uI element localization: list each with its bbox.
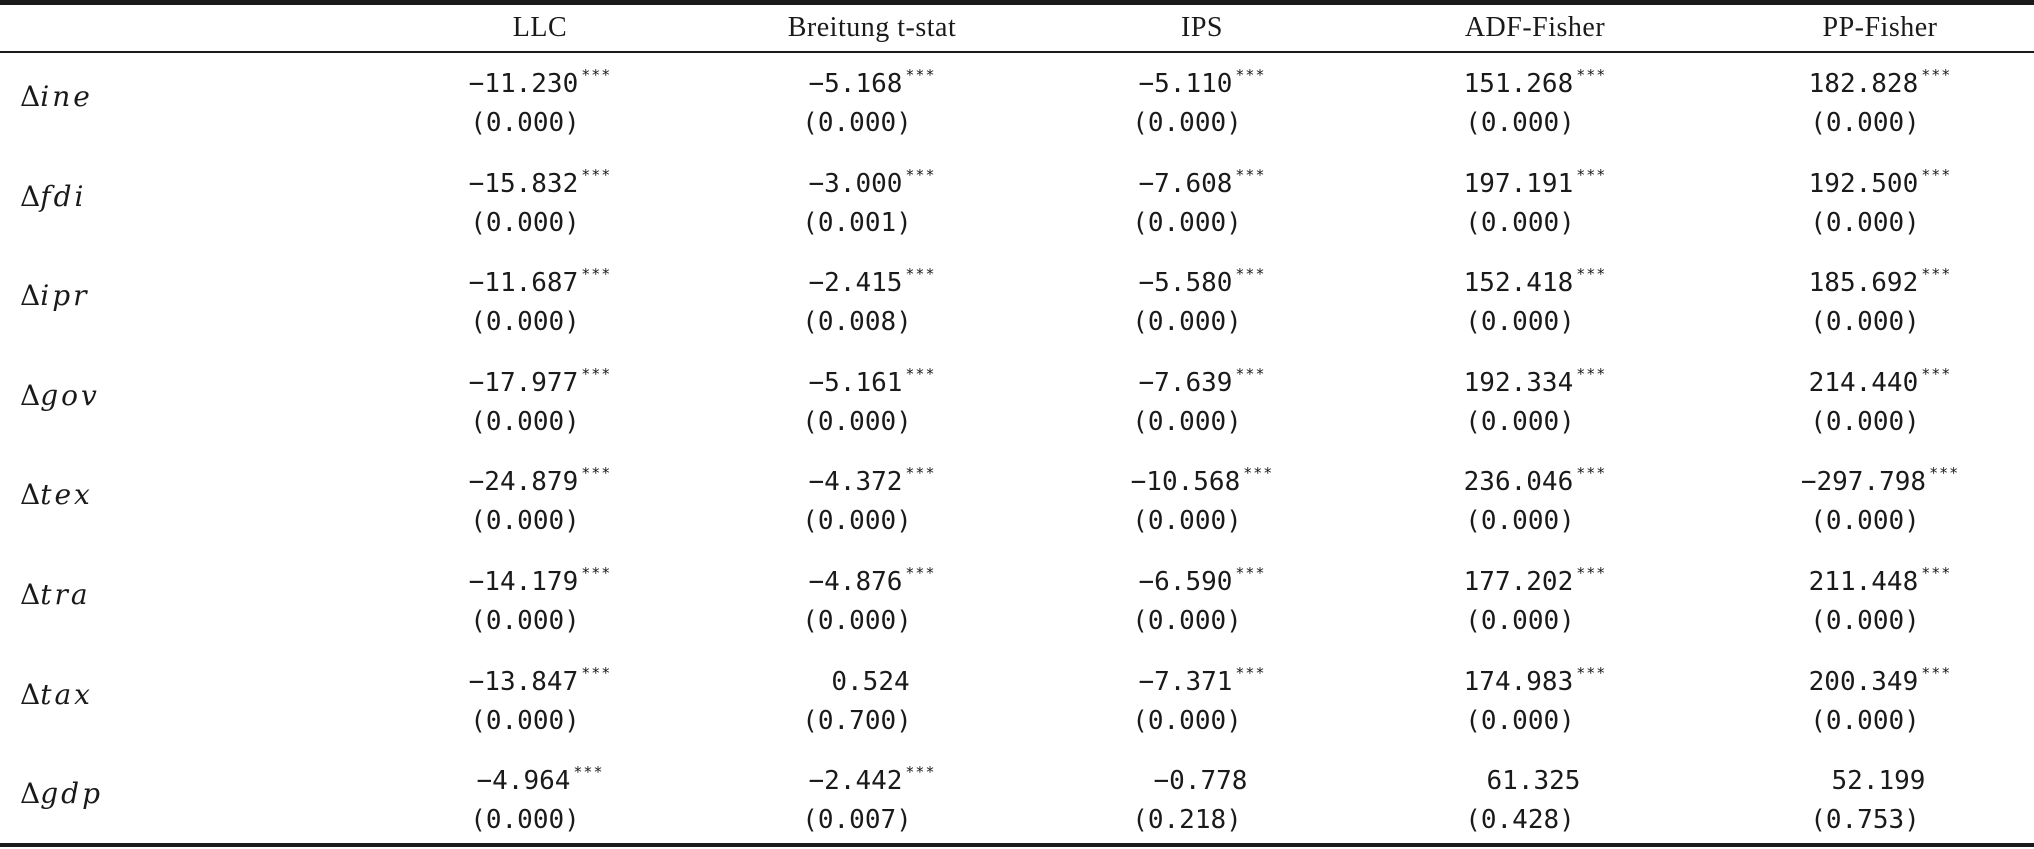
significance-stars: *** <box>905 464 936 483</box>
row-variable-label <box>20 475 320 515</box>
stat-value: −2.442 <box>808 766 903 797</box>
column-header-3: ADF-Fisher <box>1464 12 1606 43</box>
stat-value: 185.692 <box>1808 268 1919 299</box>
stat-value: 152.418 <box>1463 268 1574 299</box>
p-value-cell: (0.000) <box>1465 307 1575 338</box>
p-value-cell: (0.000) <box>1810 606 1920 636</box>
p-value-cell: (0.000) <box>470 406 580 437</box>
p-value-cell: (0.000) <box>1810 207 1920 238</box>
p-value-cell: (0.000) <box>1132 606 1242 636</box>
stat-value: 177.202 <box>1463 567 1574 597</box>
variable-name: tra <box>40 578 91 611</box>
stat-value: 200.349 <box>1808 666 1919 697</box>
stat-cell <box>1730 653 2030 697</box>
stat-cell <box>1052 553 1352 597</box>
stat-value: 52.199 <box>1831 766 1926 797</box>
stat-cell <box>1385 254 1685 299</box>
significance-stars: *** <box>905 564 936 582</box>
stat-value: −11.230 <box>468 69 579 99</box>
stat-cell <box>390 653 690 697</box>
stat-cell <box>1730 254 2030 299</box>
p-value-cell: (0.000) <box>470 606 580 636</box>
p-value-cell: (0.428) <box>1465 805 1575 836</box>
significance-stars: *** <box>1235 564 1266 582</box>
p-value-cell: (0.700) <box>802 705 912 736</box>
stat-cell <box>1052 453 1352 498</box>
significance-stars: *** <box>1235 364 1266 383</box>
p-value-cell: (0.000) <box>470 108 580 138</box>
significance-stars: *** <box>1576 265 1607 284</box>
p-value-cell: (0.000) <box>802 506 912 537</box>
stat-cell <box>722 55 1022 99</box>
significance-stars: *** <box>1576 564 1607 582</box>
stat-cell <box>390 55 690 99</box>
delta-symbol: Δ <box>20 378 41 412</box>
delta-symbol: Δ <box>20 578 41 611</box>
variable-name: tax <box>40 677 93 711</box>
significance-stars: *** <box>581 265 612 284</box>
stat-value: 192.334 <box>1463 367 1574 398</box>
stat-cell <box>1385 653 1685 697</box>
stat-cell <box>390 155 690 199</box>
delta-symbol: Δ <box>20 677 41 711</box>
delta-symbol: Δ <box>20 179 41 213</box>
stat-value: −24.879 <box>468 467 579 498</box>
significance-stars: *** <box>905 66 936 84</box>
significance-stars: *** <box>581 66 612 84</box>
stat-cell <box>1385 354 1685 398</box>
stat-cell <box>1730 553 2030 597</box>
significance-stars: *** <box>581 663 612 682</box>
column-header-4: PP-Fisher <box>1822 12 1938 43</box>
p-value-cell: (0.000) <box>1132 307 1242 338</box>
p-value-cell: (0.000) <box>802 108 912 138</box>
stat-cell <box>722 354 1022 398</box>
delta-symbol: Δ <box>20 80 41 113</box>
stat-value: 211.448 <box>1808 567 1919 597</box>
significance-stars: *** <box>1576 464 1607 483</box>
p-value-cell: (0.218) <box>1132 805 1242 836</box>
stat-value: 182.828 <box>1808 69 1919 99</box>
stat-value: −7.608 <box>1138 168 1233 199</box>
p-value-cell: (0.000) <box>470 705 580 736</box>
stat-value: −4.964 <box>476 766 571 797</box>
stat-cell <box>390 553 690 597</box>
delta-symbol: Δ <box>20 279 41 313</box>
significance-stars: *** <box>1921 564 1952 582</box>
stat-value: −0.778 <box>1153 766 1248 797</box>
significance-stars: *** <box>905 265 936 284</box>
p-value-cell: (0.000) <box>1132 506 1242 537</box>
stat-cell <box>722 553 1022 597</box>
delta-symbol: Δ <box>20 777 41 811</box>
stat-cell <box>1385 453 1685 498</box>
significance-stars: *** <box>1235 265 1266 284</box>
stat-value: 151.268 <box>1463 69 1574 99</box>
stat-value: −10.568 <box>1130 467 1241 498</box>
row-variable-label <box>20 575 320 615</box>
variable-name: gov <box>40 378 100 412</box>
variable-name: gdp <box>40 777 104 811</box>
p-value-cell: (0.007) <box>802 805 912 836</box>
stat-value: −4.372 <box>808 467 903 498</box>
significance-stars: *** <box>1921 265 1952 284</box>
p-value-cell: (0.000) <box>1810 307 1920 338</box>
stat-value: 214.440 <box>1808 367 1919 398</box>
variable-name: ipr <box>40 279 90 313</box>
stat-value: −5.110 <box>1138 69 1233 99</box>
stat-cell <box>1052 155 1352 199</box>
stat-value: −7.639 <box>1138 367 1233 398</box>
p-value-cell: (0.000) <box>1465 506 1575 537</box>
p-value-cell: (0.000) <box>1810 506 1920 537</box>
significance-stars: *** <box>581 165 612 184</box>
stat-value: −7.371 <box>1138 666 1233 697</box>
stat-cell <box>722 155 1022 199</box>
stat-cell <box>1385 55 1685 99</box>
table-bottom-rule <box>0 843 2034 847</box>
stat-value: −5.580 <box>1138 268 1233 299</box>
stat-cell <box>390 453 690 498</box>
stat-cell <box>1730 752 2030 797</box>
delta-symbol: Δ <box>20 478 41 512</box>
row-variable-label <box>20 276 320 316</box>
stat-value: 192.500 <box>1808 168 1919 199</box>
stat-cell <box>1052 653 1352 697</box>
p-value-cell: (0.000) <box>1465 705 1575 736</box>
p-value-cell: (0.000) <box>1465 606 1575 636</box>
stat-value: −4.876 <box>808 567 903 597</box>
p-value-cell: (0.000) <box>802 406 912 437</box>
stat-cell <box>722 752 1022 797</box>
row-variable-label <box>20 376 320 416</box>
p-value-cell: (0.000) <box>1810 108 1920 138</box>
significance-stars: *** <box>1921 165 1952 184</box>
column-header-2: IPS <box>1181 12 1223 43</box>
p-value-cell: (0.000) <box>1132 207 1242 238</box>
stat-value: −5.161 <box>808 367 903 398</box>
significance-stars: *** <box>1921 364 1952 383</box>
stat-cell <box>1730 354 2030 398</box>
significance-stars: *** <box>1235 663 1266 682</box>
stat-cell <box>1730 453 2030 498</box>
variable-name: ine <box>40 80 93 113</box>
significance-stars: *** <box>1235 165 1266 184</box>
significance-stars: *** <box>905 364 936 383</box>
significance-stars: *** <box>1235 66 1266 84</box>
significance-stars: *** <box>1929 464 1960 483</box>
stat-cell <box>722 453 1022 498</box>
stat-cell <box>1385 155 1685 199</box>
stat-value: 61.325 <box>1486 766 1581 797</box>
p-value-cell: (0.000) <box>470 805 580 836</box>
stat-value: −15.832 <box>468 168 579 199</box>
stat-cell <box>1385 553 1685 597</box>
p-value-cell: (0.000) <box>1465 406 1575 437</box>
p-value-cell: (0.001) <box>802 207 912 238</box>
stat-value: −5.168 <box>808 69 903 99</box>
column-header-0: LLC <box>512 12 568 43</box>
p-value-cell: (0.000) <box>1132 108 1242 138</box>
p-value-cell: (0.000) <box>1132 406 1242 437</box>
p-value-cell: (0.000) <box>470 207 580 238</box>
significance-stars: *** <box>905 165 936 184</box>
stat-cell <box>390 354 690 398</box>
row-variable-label <box>20 77 320 117</box>
stat-value: −11.687 <box>468 268 579 299</box>
p-value-cell: (0.000) <box>470 307 580 338</box>
variable-name: tex <box>40 478 93 512</box>
stat-value: 236.046 <box>1463 467 1574 498</box>
p-value-cell: (0.000) <box>1465 108 1575 138</box>
p-value-cell: (0.753) <box>1810 805 1920 836</box>
significance-stars: *** <box>573 763 604 782</box>
significance-stars: *** <box>581 564 612 582</box>
stat-cell <box>1052 254 1352 299</box>
p-value-cell: (0.000) <box>1810 705 1920 736</box>
table-header-rule <box>0 51 2034 53</box>
p-value-cell: (0.008) <box>802 307 912 338</box>
stat-cell <box>722 254 1022 299</box>
stat-cell <box>1052 55 1352 99</box>
column-header-1: Breitung t-stat <box>787 12 957 43</box>
stat-cell <box>1385 752 1685 797</box>
p-value-cell: (0.000) <box>1465 207 1575 238</box>
stat-cell <box>722 653 1022 697</box>
significance-stars: *** <box>1576 165 1607 184</box>
stat-value: −2.415 <box>808 268 903 299</box>
stat-cell <box>1052 354 1352 398</box>
stat-value: 197.191 <box>1463 168 1574 199</box>
row-variable-label <box>20 774 320 814</box>
significance-stars: *** <box>1576 66 1607 84</box>
significance-stars: *** <box>1921 66 1952 84</box>
significance-stars: *** <box>581 464 612 483</box>
stat-cell <box>1052 752 1352 797</box>
row-variable-label <box>20 675 320 715</box>
significance-stars: *** <box>1576 663 1607 682</box>
significance-stars: *** <box>1576 364 1607 383</box>
stat-value: −14.179 <box>468 567 579 597</box>
significance-stars: *** <box>905 763 936 782</box>
p-value-cell: (0.000) <box>802 606 912 636</box>
p-value-cell: (0.000) <box>1132 705 1242 736</box>
stat-value: −13.847 <box>468 666 579 697</box>
stat-cell <box>1730 55 2030 99</box>
row-variable-label <box>20 177 320 217</box>
stat-cell <box>1730 155 2030 199</box>
p-value-cell: (0.000) <box>470 506 580 537</box>
stat-value: −6.590 <box>1138 567 1233 597</box>
stat-cell <box>390 752 690 797</box>
stat-value: 0.524 <box>831 666 910 697</box>
p-value-cell: (0.000) <box>1810 406 1920 437</box>
significance-stars: *** <box>1921 663 1952 682</box>
significance-stars: *** <box>1243 464 1274 483</box>
stat-value: −3.000 <box>808 168 903 199</box>
stat-value: −297.798 <box>1800 467 1927 498</box>
stat-value: 174.983 <box>1463 666 1574 697</box>
stat-cell <box>390 254 690 299</box>
stat-value: −17.977 <box>468 367 579 398</box>
variable-name: fdi <box>40 179 87 213</box>
significance-stars: *** <box>581 364 612 383</box>
